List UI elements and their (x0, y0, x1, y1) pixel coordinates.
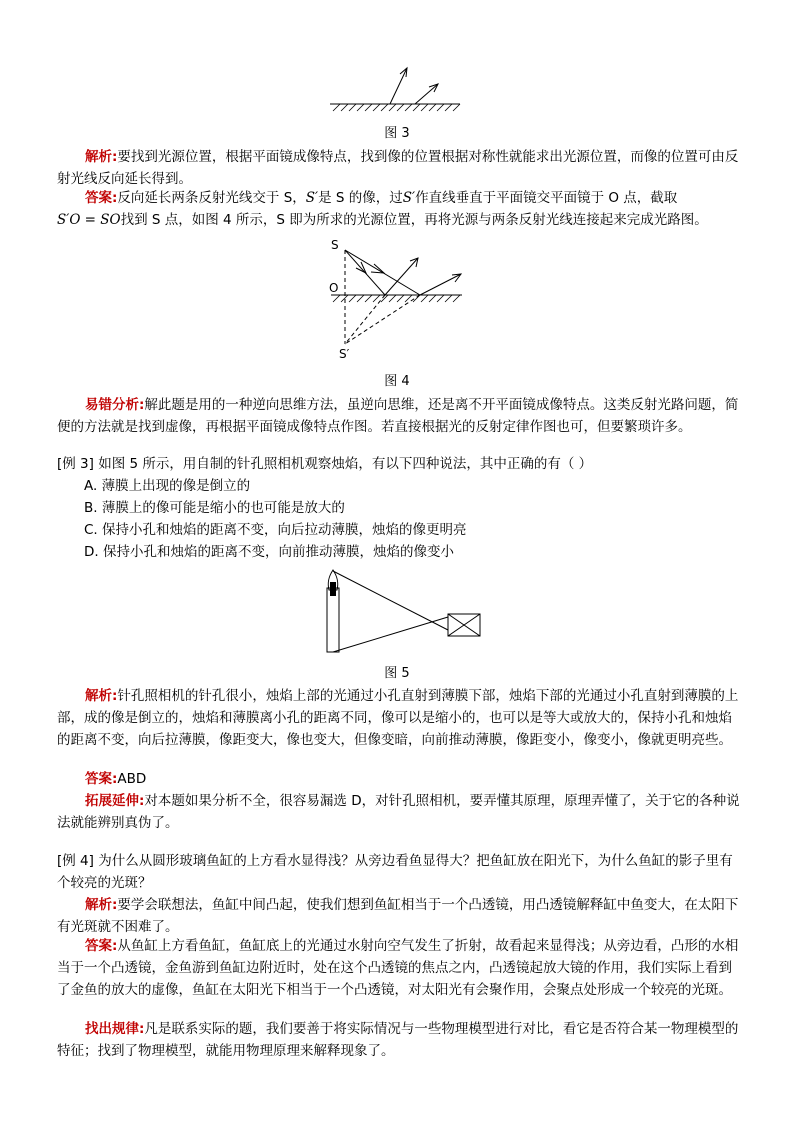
answer-1-text-b: 是 S 的像，过 (318, 190, 403, 206)
example-3-analysis-text: 针孔照相机的针孔很小，烛焰上部的光通过小孔直射到薄膜下部，烛焰下部的光通过小孔直射到薄膜的上部，成的像是倒立的，烛焰和薄膜离小孔的距离不同，像可以是缩小的，也可以是等大或放大的，保持小孔和烛焰的距离不变，向后拉薄膜，像距变大，像也变大，但像变暗，向前推动薄膜，像距变小，像变小，像就更明亮些。 (57, 688, 739, 748)
error-analysis (57, 394, 742, 438)
answer-1 (57, 187, 742, 231)
figure-3-diagram (325, 62, 465, 114)
answer-1-label: 答案: (85, 190, 118, 206)
example-4-question: [例 4] 为什么从圆形玻璃鱼缸的上方看水显得浅？从旁边看鱼显得大？把鱼缸放在阳光下，为什么鱼缸的影子里有个较亮的光斑？ (57, 853, 733, 891)
example-4-answer-text: 从鱼缸上方看鱼缸，鱼缸底上的光通过水射向空气发生了折射，故看起来显得浅；从旁边看，凸形的水相当于一个凸透镜，金鱼游到鱼缸边附近时，处在这个凸透镜的焦点之内，凸透镜起放大镜的作用，我们实际上看到了金鱼的放大的虚像，鱼缸在太阳光下相当于一个凸透镜，对太阳光有会聚作用，会聚点处形成一个较亮的光斑。 (57, 938, 739, 998)
analysis-1 (57, 146, 742, 190)
figure-4-caption: 图 4 (384, 374, 410, 389)
example-3-analysis-label: 解析: (85, 688, 118, 704)
figure-3-caption: 图 3 (384, 126, 410, 141)
error-analysis-label: 易错分析: (85, 397, 145, 413)
example-4-rule (57, 1018, 742, 1062)
figure-4-diagram (325, 236, 470, 364)
example-3-option-a: A. 薄膜上出现的像是倒立的 (84, 478, 251, 494)
example-3-extension-label: 拓展延伸: (85, 793, 145, 809)
answer-1-s-prime-2: S′ (402, 190, 416, 206)
analysis-1-label: 解析: (85, 149, 118, 165)
example-3-option-c: C. 保持小孔和烛焰的距离不变，向后拉动薄膜，烛焰的像更明亮 (84, 522, 467, 538)
example-4-analysis-label: 解析: (85, 897, 118, 913)
answer-1-equation: S′O = SO (57, 212, 121, 228)
example-4-analysis-text: 要学会联想法，鱼缸中间凸起，使我们想到鱼缸相当于一个凸透镜，用凸透镜解释缸中鱼变大，在太阳下有光斑就不困难了。 (57, 897, 739, 935)
error-analysis-text: 解此题是用的一种逆向思维方法，虽逆向思维，还是离不开平面镜成像特点。这类反射光路问题，简便的方法就是找到虚像，再根据平面镜成像特点作图。若直接根据光的反射定律作图也可，但要繁琐许多。 (57, 397, 739, 435)
example-3-extension (57, 790, 742, 834)
example-3-answer-text: ABD (117, 771, 147, 787)
figure-4-label-s-prime: S′ (339, 347, 350, 361)
answer-1-text-c: 作直线垂直于平面镜交平面镜于 O 点，截取 (415, 190, 678, 206)
example-4-analysis (57, 894, 742, 938)
answer-1-s-prime-1: S′ (305, 190, 319, 206)
figure-5-diagram (320, 566, 490, 658)
figure-4-label-o: O (329, 281, 339, 295)
example-3-extension-text: 对本题如果分析不全，很容易漏选 D，对针孔照相机，要弄懂其原理，原理弄懂了，关于它的各种说法就能辨别真伪了。 (57, 793, 740, 831)
figure-5-caption: 图 5 (384, 666, 410, 681)
answer-1-text-a: 反向延长两条反射光线交于 S， (117, 190, 306, 206)
answer-1-text-d: 找到 S 点，如图 4 所示，S 即为所求的光源位置，再将光源与两条反射光线连接起来完成光路图。 (120, 212, 708, 228)
example-3-option-d: D. 保持小孔和烛焰的距离不变，向前推动薄膜，烛焰的像变小 (84, 544, 454, 560)
example-3-option-b: B. 薄膜上的像可能是缩小的也可能是放大的 (84, 500, 345, 516)
example-4-rule-text: 凡是联系实际的题，我们要善于将实际情况与一些物理模型进行对比，看它是否符合某一物理模型的特征；找到了物理模型，就能用物理原理来解释现象了。 (57, 1021, 739, 1059)
analysis-1-text: 要找到光源位置，根据平面镜成像特点，找到像的位置根据对称性就能求出光源位置，而像的位置可由反射光线反向延长得到。 (57, 149, 739, 187)
example-4-answer (57, 935, 742, 1001)
example-3-answer (57, 768, 742, 790)
figure-4-label-s: S (331, 238, 339, 252)
example-3-analysis (57, 685, 742, 751)
example-4-rule-label: 找出规律: (85, 1021, 145, 1037)
example-3-question: [例 3] 如图 5 所示，用自制的针孔照相机观察烛焰，有以下四种说法，其中正确的有（ ） (57, 456, 593, 472)
example-3-answer-label: 答案: (85, 771, 118, 787)
example-4-answer-label: 答案: (85, 938, 118, 954)
